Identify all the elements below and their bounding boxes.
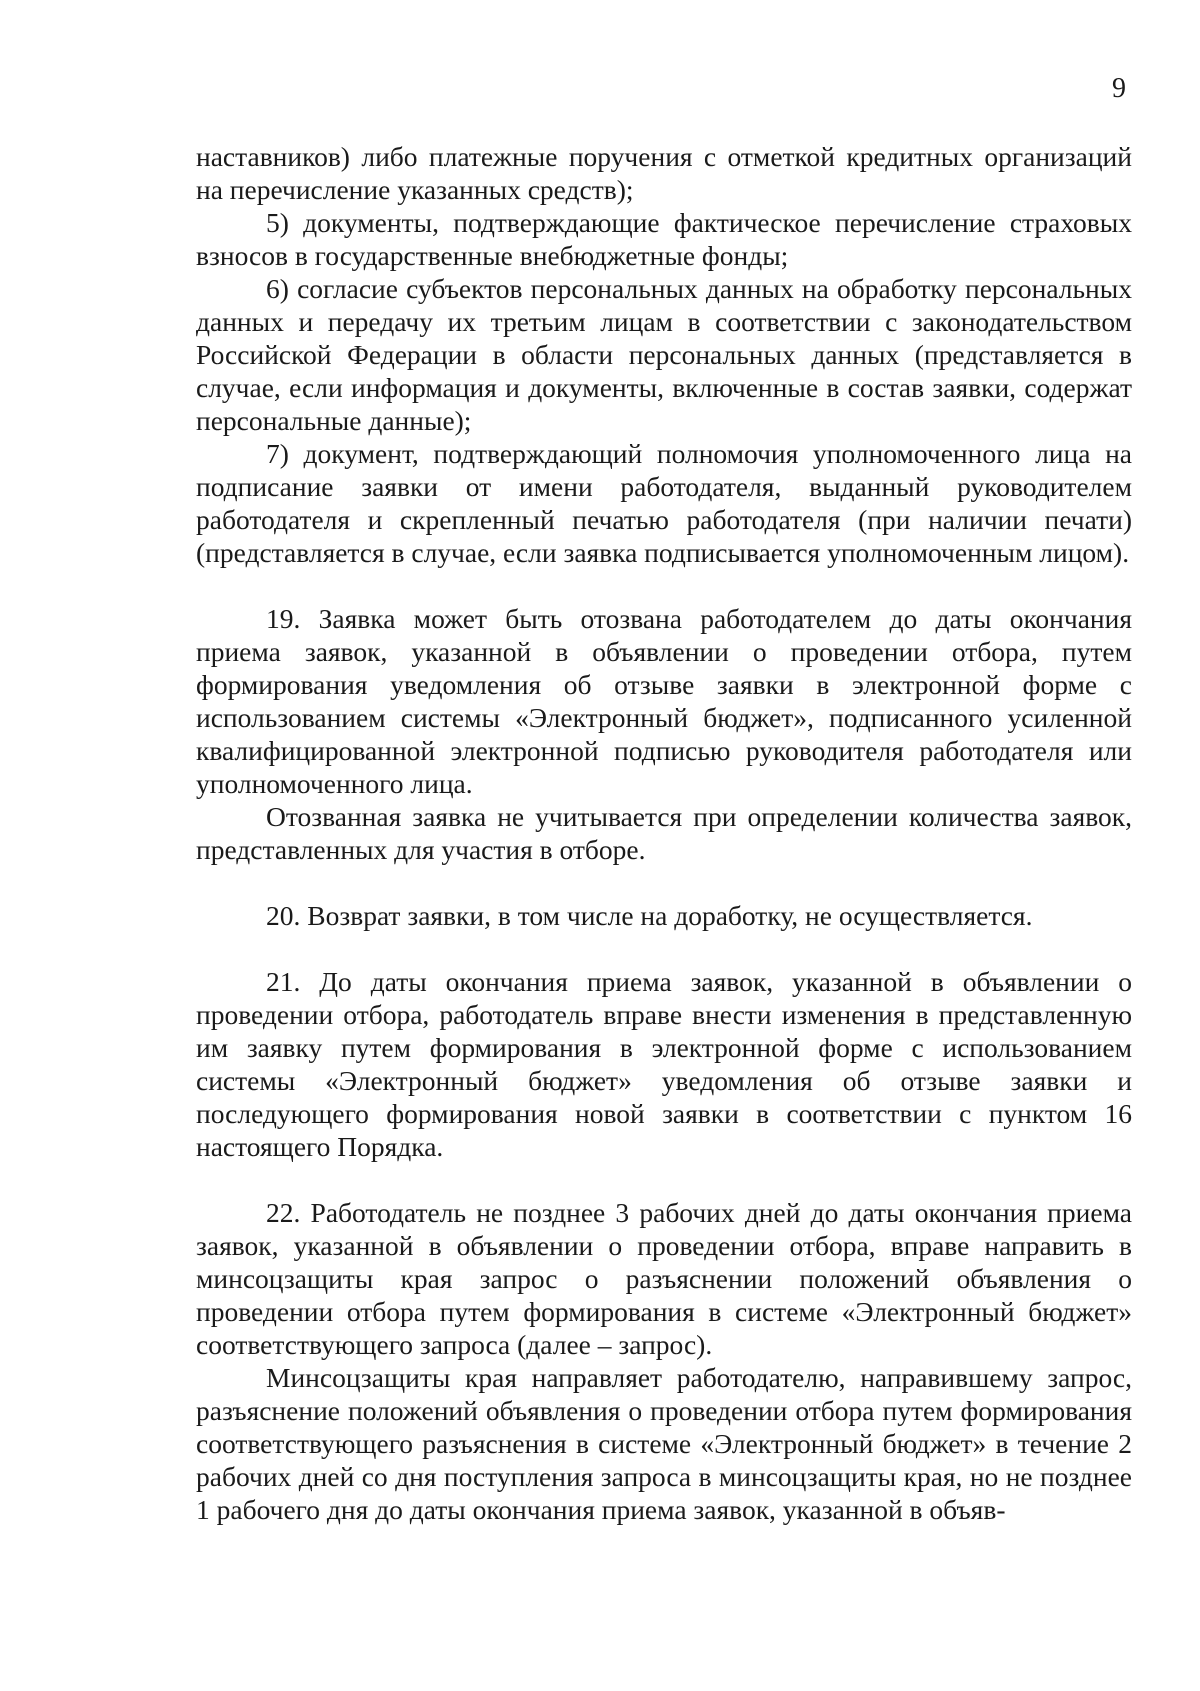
document-body (196, 140, 1132, 1526)
paragraph-section-20: 20. Возврат заявки, в том числе на доработку, не осуществляется. (266, 900, 1033, 931)
paragraph-section-19-note: Отозванная заявка не учитывается при определении количества заявок, представленных для участия в отборе. (196, 801, 1132, 865)
paragraph-continuation: наставников) либо платежные поручения с отметкой кредитных организаций на перечисление указанных средств); (196, 141, 1132, 205)
paragraph-item-6: 6) согласие субъектов персональных данных на обработку персональных данных и передачу их третьим лицам в соответствии с законодательством Российской Федерации в области персональных данных (представляется в случае, если информация и документы, включенные в состав заявки, содержат персональные данные); (196, 273, 1132, 436)
paragraph-item-7: 7) документ, подтверждающий полномочия уполномоченного лица на подписание заявки от имени работодателя, выданный руководителем работодателя и скрепленный печатью работодателя (при наличии печати) (представляется в случае, если заявка подписывается уполномоченным лицом). (196, 438, 1132, 568)
paragraph-section-22: 22. Работодатель не позднее 3 рабочих дней до даты окончания приема заявок, указанной в объявлении о проведении отбора, вправе направить в минсоцзащиты края запрос о разъяснении положений объявления о проведении отбора путем формирования в системе «Электронный бюджет» соответствующего запроса (далее – запрос). (196, 1197, 1132, 1360)
paragraph-section-21: 21. До даты окончания приема заявок, указанной в объявлении о проведении отбора, работодатель вправе внести изменения в представленную им заявку путем формирования в электронной форме с использованием системы «Электронный бюджет» уведомления об отзыве заявки и последующего формирования новой заявки в соответствии с пунктом 16 настоящего Порядка. (196, 966, 1132, 1162)
paragraph-item-5: 5) документы, подтверждающие фактическое перечисление страховых взносов в государственные внебюджетные фонды; (196, 207, 1132, 271)
paragraph-section-19: 19. Заявка может быть отозвана работодателем до даты окончания приема заявок, указанной в объявлении о проведении отбора, путем формирования уведомления об отзыве заявки в электронной форме с использованием системы «Электронный бюджет», подписанного усиленной квалифицированной электронной подписью руководителя работодателя или уполномоченного лица. (196, 603, 1132, 799)
page-number: 9 (1112, 73, 1126, 104)
paragraph-section-22-reply: Минсоцзащиты края направляет работодателю, направившему запрос, разъяснение положений объявления о проведении отбора путем формирования соответствующего разъяснения в системе «Электронный бюджет» в течение 2 рабочих дней со дня поступления запроса в минсоцзащиты края, но не позднее 1 рабочего дня до даты окончания приема заявок, указанной в объяв- (196, 1362, 1132, 1525)
